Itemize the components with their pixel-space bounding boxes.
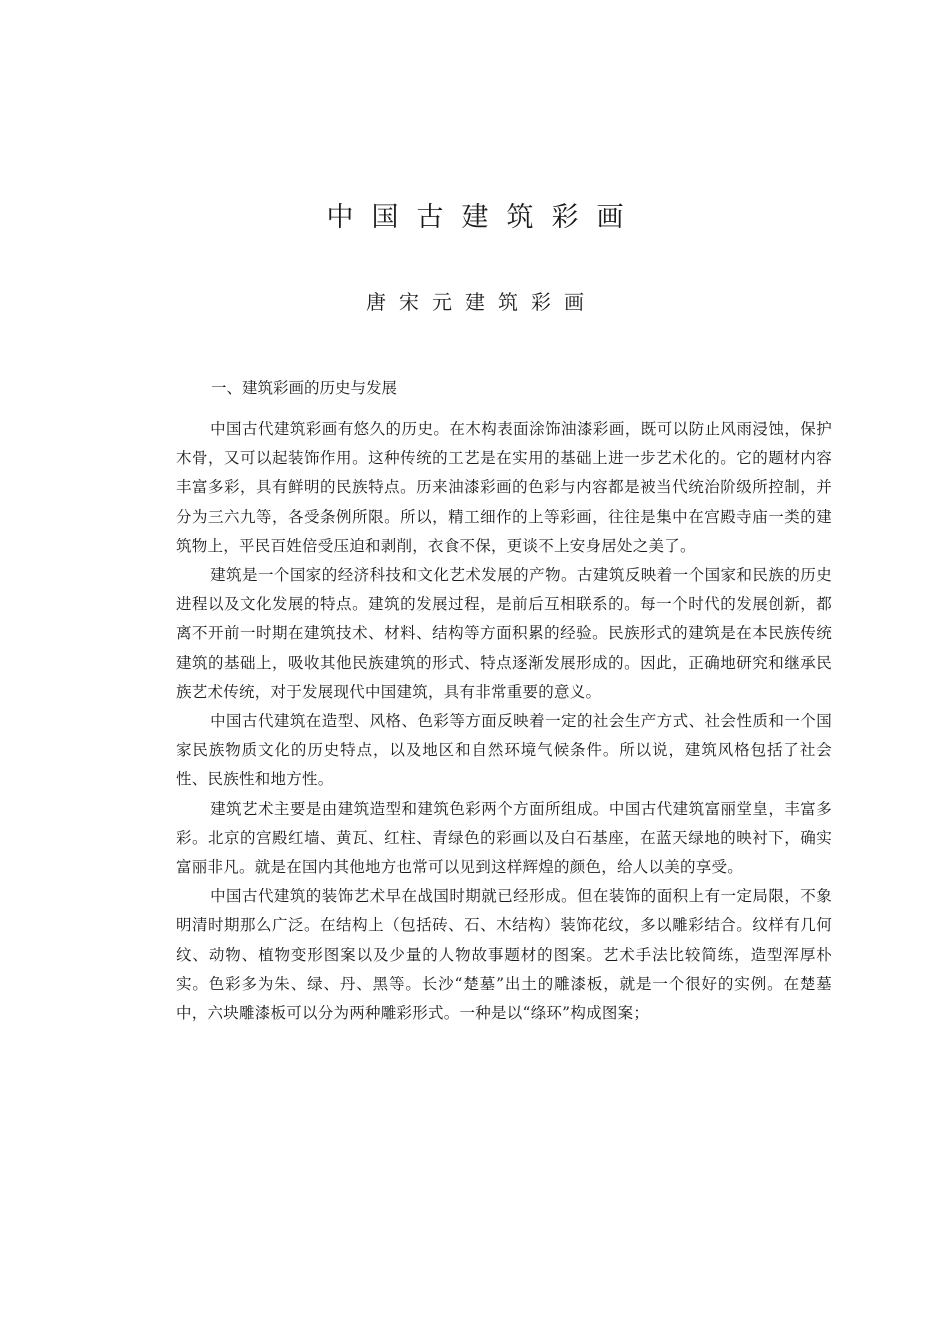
document-subtitle: 唐宋元建筑彩画: [366, 290, 597, 314]
section-heading: 一、建筑彩画的历史与发展: [211, 379, 398, 397]
body-text: [176, 415, 832, 1028]
paragraph-2: 建筑是一个国家的经济科技和文化艺术发展的产物。古建筑反映着一个国家和民族的历史进程以及文化发展的特点。建筑的发展过程，是前后互相联系的。每一个时代的发展创新，都离不开前一时期在建筑技术、材料、结构等方面积累的经验。民族形式的建筑是在本民族传统建筑的基础上，吸收其他民族建筑的形式、特点逐渐发展形成的。因此，正确地研究和继承民族艺术传统，对于发展现代中国建筑，具有非常重要的意义。: [176, 566, 832, 701]
paragraph-1: 中国古代建筑彩画有悠久的历史。在木构表面涂饰油漆彩画，既可以防止风雨浸蚀，保护木骨，又可以起装饰作用。这种传统的工艺是在实用的基础上进一步艺术化的。它的题材内容丰富多彩，具有鲜明的民族特点。历来油漆彩画的色彩与内容都是被当代统治阶级所控制，并分为三六九等，各受条例所限。所以，精工细作的上等彩画，往往是集中在宫殿寺庙一类的建筑物上，平民百姓倍受压迫和剥削，衣食不保，更谈不上安身居处之美了。: [176, 420, 832, 555]
document-title: 中国古建筑彩画: [326, 202, 642, 233]
paragraph-5: 中国古代建筑的装饰艺术早在战国时期就已经形成。但在装饰的面积上有一定局限，不象明清时期那么广泛。在结构上（包括砖、石、木结构）装饰花纹，多以雕彩结合。纹样有几何纹、动物、植物变形图案以及少量的人物故事题材的图案。艺术手法比较简练，造型浑厚朴实。色彩多为朱、绿、丹、黑等。长沙“楚墓”出土的雕漆板，就是一个很好的实例。在楚墓中，六块雕漆板可以分为两种雕彩形式。一种是以“绦环”构成图案；: [176, 887, 832, 1023]
paragraph-4: 建筑艺术主要是由建筑造型和建筑色彩两个方面所组成。中国古代建筑富丽堂皇，丰富多彩。北京的宫殿红墙、黄瓦、红柱、青绿色的彩画以及白石基座，在蓝天绿地的映衬下，确实富丽非凡。就是在国内其他地方也常可以见到这样辉煌的颜色，给人以美的享受。: [176, 799, 832, 877]
paragraph-3: 中国古代建筑在造型、风格、色彩等方面反映着一定的社会生产方式、社会性质和一个国家民族物质文化的历史特点，以及地区和自然环境气候条件。所以说，建筑风格包括了社会性、民族性和地方性。: [176, 712, 832, 789]
